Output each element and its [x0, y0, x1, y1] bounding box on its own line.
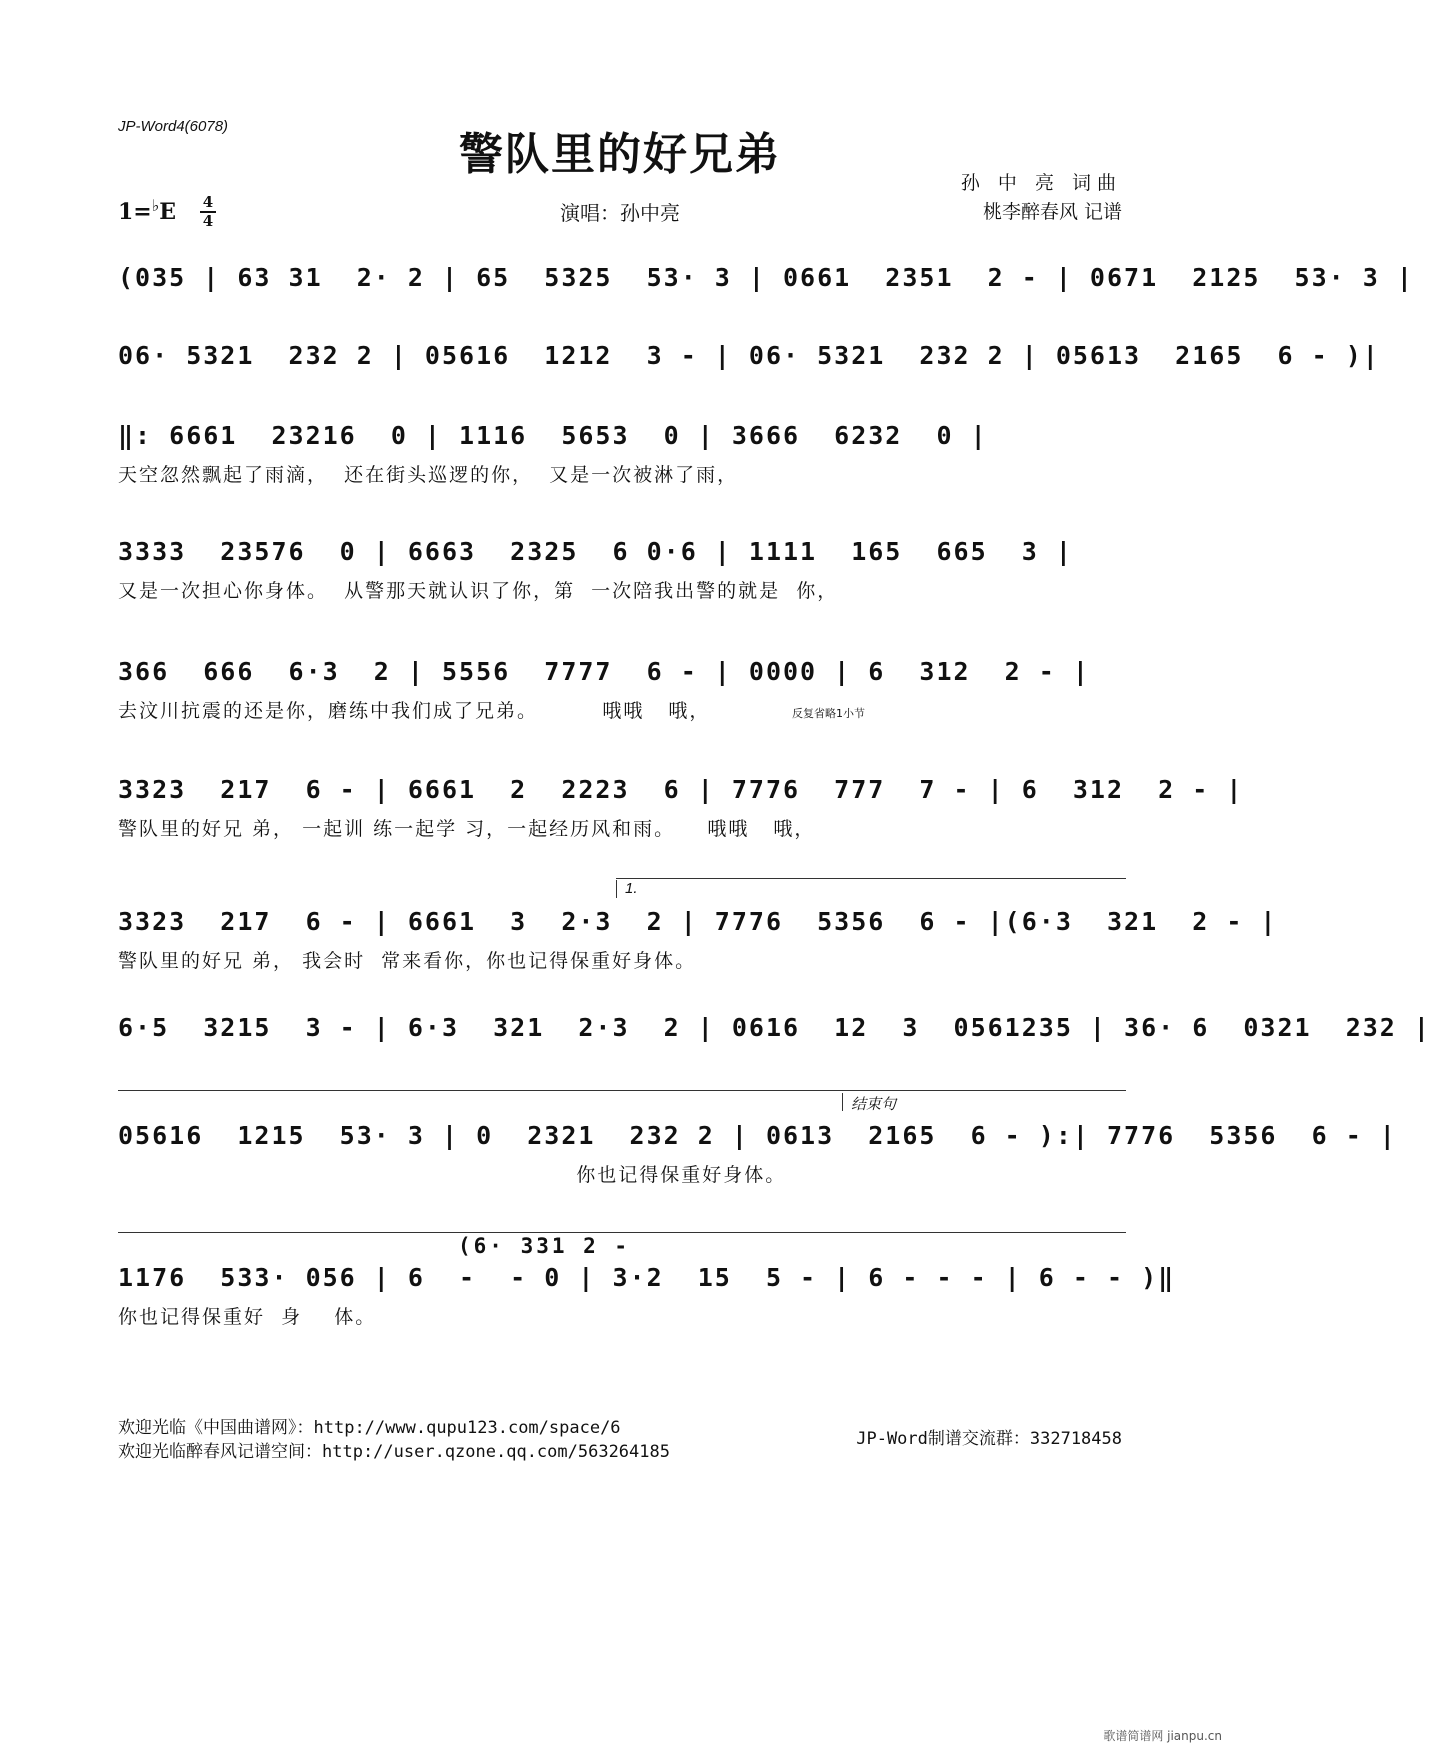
staff-notes: 06· 5321 232 2 | 05616 1212 3 - | 06· 5321 232 2 | 05613 2165 6 - )|	[118, 341, 1380, 370]
staff-notes: (035 | 63 31 2· 2 | 65 5325 53· 3 | 0661 2351 2 - | 0671 2125 53· 3 |	[118, 263, 1414, 292]
time-signature	[200, 195, 216, 229]
staff-line-6	[118, 774, 1244, 842]
footer-link-qupu[interactable]: 欢迎光临《中国曲谱网》：http://www.qupu123.com/space/6	[118, 1418, 621, 1438]
staff-notes: 366 666 6·3 2 | 5556 7777 6 - | 0000 | 6 312 2 - |	[118, 657, 1090, 686]
staff-line-2	[118, 340, 1380, 372]
staff-lyrics: 警队里的好兄 弟， 一起训 练一起学 习，一起经历风和雨。 哦哦 哦，	[118, 818, 816, 840]
singer-label: 演唱：孙中亮	[560, 201, 680, 225]
staff-line-7	[118, 906, 1278, 974]
staff-line-3	[118, 420, 1126, 488]
staff-notes: 3323 217 6 - | 6661 3 2·3 2 | 7776 5356 6 - |(6·3 321 2 - |	[118, 907, 1278, 936]
key-signature	[118, 196, 176, 225]
staff-line-8	[118, 1012, 1431, 1044]
staff-notes: 6·5 3215 3 - | 6·3 321 2·3 2 | 0616 12 3 0561235 | 36· 6 0321 232 |	[118, 1013, 1431, 1042]
staff-line-5	[118, 656, 1126, 724]
page-title: 警队里的好兄弟	[459, 129, 781, 180]
watermark: 歌谱简谱网 jianpu.cn	[1103, 1729, 1222, 1743]
volta-bracket-2	[118, 1090, 1126, 1091]
staff-notes: 3323 217 6 - | 6661 2 2223 6 | 7776 777 7 - | 6 312 2 - |	[118, 775, 1244, 804]
footer-group-info: JP-Word制谱交流群：332718458	[856, 1429, 1122, 1449]
time-numerator: 4	[202, 193, 214, 211]
ending-intro-notes: (6· 331 2 -	[458, 1234, 631, 1258]
staff-line-1	[118, 262, 1414, 294]
staff-notes: 3333 23576 0 | 6663 2325 6 0·6 | 1111 165 665 3 |	[118, 537, 1073, 566]
volta-bracket-3	[118, 1232, 1126, 1233]
volta-bracket-1	[616, 878, 1126, 879]
flat-symbol: ♭	[151, 196, 160, 215]
key-prefix: 1=	[118, 199, 152, 225]
lyrics-music-credit: 孙 中 亮 词曲	[960, 172, 1122, 194]
software-label: JP-Word4(6078)	[118, 118, 229, 135]
coda-ending-label: 结束句	[842, 1093, 896, 1111]
staff-lyrics: 警队里的好兄 弟， 我会时 常来看你，你也记得保重好身体。	[118, 950, 697, 972]
transcriber-credit: 桃李醉春风 记谱	[982, 201, 1122, 223]
staff-line-10	[118, 1262, 1176, 1330]
staff-notes: 05616 1215 53· 3 | 0 2321 232 2 | 0613 2165 6 - ):| 7776 5356 6 - |	[118, 1121, 1397, 1150]
staff-lyrics: 又是一次担心你身体。 从警那天就认识了你，第 一次陪我出警的就是 你，	[118, 580, 839, 602]
staff-lyrics: 你也记得保重好 身 体。	[118, 1306, 377, 1328]
staff-notes: 1176 533· 056 | 6 - - 0 | 3·2 15 5 - | 6 - - - | 6 - - )‖	[118, 1263, 1176, 1292]
footer-link-qzone[interactable]: 欢迎光临醉春风记谱空间：http://user.qzone.qq.com/563264185	[118, 1442, 670, 1462]
key-letter: E	[159, 199, 177, 225]
staff-notes: ‖: 6661 23216 0 | 1116 5653 0 | 3666 6232 0 |	[118, 421, 988, 450]
staff-line-4	[118, 536, 1126, 604]
staff-lyrics: 天空忽然飘起了雨滴， 还在街头巡逻的你， 又是一次被淋了雨，	[118, 464, 739, 486]
first-ending-label: 1.	[616, 880, 638, 898]
repeat-omission-note: 反复省略1小节	[792, 707, 865, 720]
time-denominator: 4	[202, 212, 214, 230]
staff-line-9	[118, 1120, 1397, 1188]
staff-lyrics: 你也记得保重好身体。	[118, 1164, 787, 1186]
staff-lyrics: 去汶川抗震的还是你，磨练中我们成了兄弟。 哦哦 哦，	[118, 700, 711, 722]
